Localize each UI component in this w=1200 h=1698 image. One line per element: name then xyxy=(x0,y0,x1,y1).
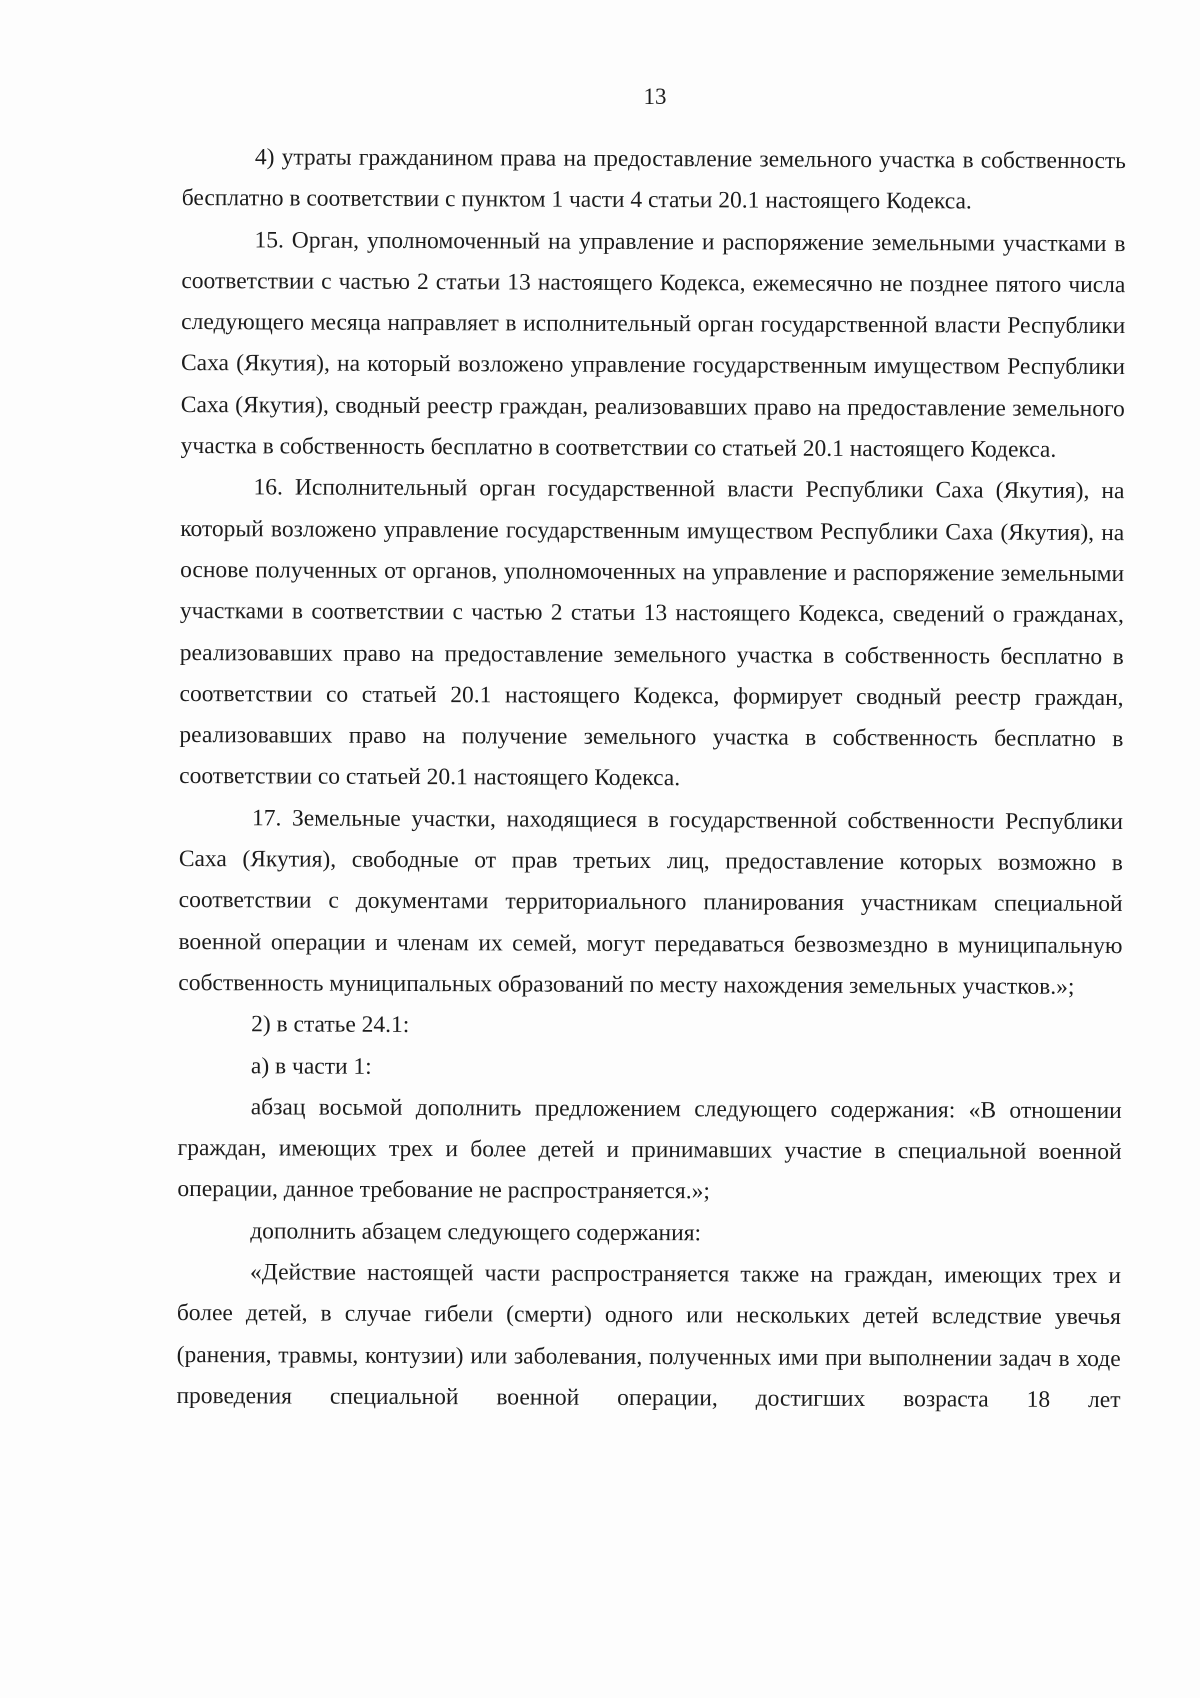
paragraph-17: 17. Земельные участки, находящиеся в государственной собственности Республики Саха (Якутия), свободные от прав третьих лиц, предоставление которых возможно в соответствии с документами территориального планирования участникам специальной военной операции и членам их семей, могут передаваться безвозмездно в муниципальную собственность муниципальных образований по месту нахождения земельных участков.»; xyxy=(178,805,1124,1000)
paragraph-new-abzac: «Действие настоящей части распространяется также на граждан, имеющих трех и более детей, в случае гибели (смерти) одного или нескольких детей вследствие увечья (ранения, травмы, контузии) или заболевания, полученных ими при выполнении задач в ходе проведения специальной военной операции, достигших возраста 18 лет xyxy=(176,1259,1122,1414)
paragraph-15: 15. Орган, уполномоченный на управление и распоряжение земельными участками в соответствии с частью 2 статьи 13 настоящего Кодекса, ежемесячно не позднее пятого числа следующего месяца направляет в исполнительный орган государственной власти Республики Саха (Якутия), на который возложено управление государственным имуществом Республики Саха (Якутия), сводный реестр граждан, реализовавших право на предоставление земельного участка в собственность бесплатно в соответствии со статьей 20.1 настоящего Кодекса. xyxy=(180,226,1126,463)
page-number: 13 xyxy=(643,84,667,109)
paragraph-article-24-1: 2) в статье 24.1: xyxy=(251,1011,410,1039)
document-body xyxy=(176,137,1126,1421)
paragraph-part-1: а) в части 1: xyxy=(250,1052,372,1080)
paragraph-item-4: 4) утраты гражданином права на предоставление земельного участка в собственность бесплатно в соответствии с пунктом 1 части 4 статьи 20.1 настоящего Кодекса. xyxy=(181,144,1126,215)
paragraph-abzac-8: абзац восьмой дополнить предложением следующего содержания: «В отношении граждан, имеющих трех и более детей и принимавших участие в специальной военной операции, данное требование не распространяется.»; xyxy=(177,1094,1122,1205)
paragraph-16: 16. Исполнительный орган государственной власти Республики Саха (Якутия), на который возложено управление государственным имуществом Республики Саха (Якутия), на основе полученных от органов, уполномоченных на управление и распоряжение земельными участками в соответствии с частью 2 статьи 13 настоящего Кодекса, сведений о гражданах, реализовавших право на предоставление земельного участка в собственность бесплатно в соответствии со статьей 20.1 настоящего Кодекса, формирует сводный реестр граждан, реализовавших право на получение земельного участка в собственность бесплатно в соответствии со статьей 20.1 настоящего Кодекса. xyxy=(179,474,1125,792)
paragraph-add-abzac: дополнить абзацем следующего содержания: xyxy=(250,1218,702,1246)
